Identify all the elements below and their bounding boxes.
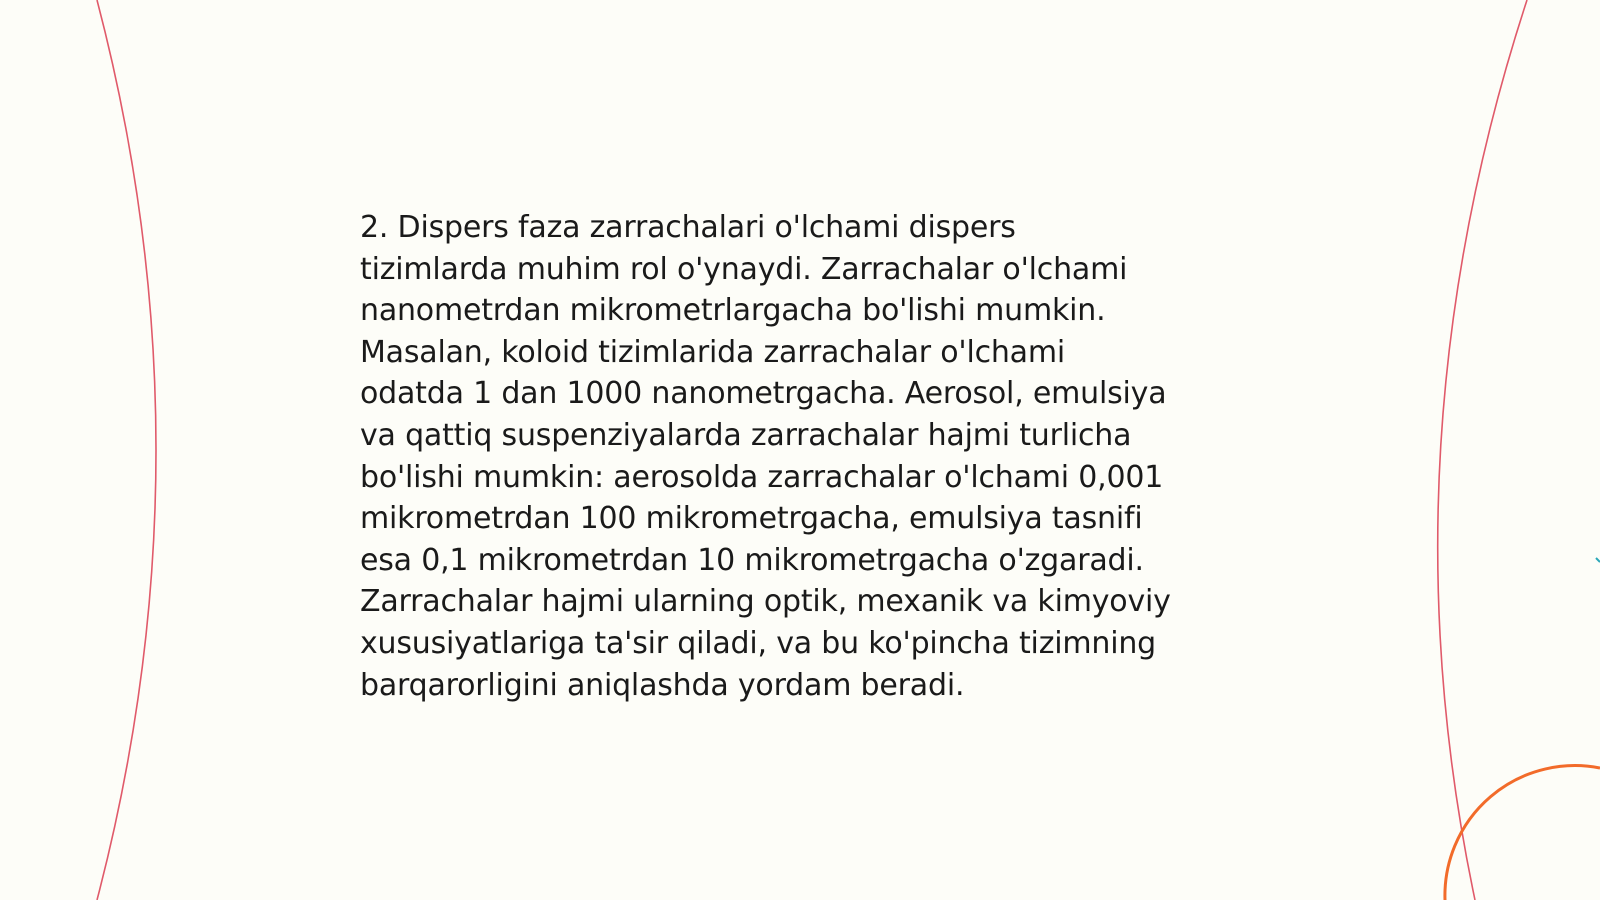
paragraph-line: bo'lishi mumkin: aerosolda zarrachalar o'lchami 0,001 [360,459,1164,495]
paragraph-line: barqarorligini aniqlashda yordam beradi. [360,667,965,703]
paragraph-line: Zarrachalar hajmi ularning optik, mexanik va kimyoviy [360,584,1171,620]
paragraph-line: nanometrdan mikrometrlargacha bo'lishi mumkin. [360,293,1106,329]
paragraph-line: odatda 1 dan 1000 nanometrgacha. Aerosol, emulsiya [360,376,1167,412]
slide-paragraph [360,207,1260,706]
paragraph-line: va qattiq suspenziyalarda zarrachalar hajmi turlicha [360,417,1132,453]
left-curve [97,0,156,900]
paragraph-line: mikrometrdan 100 mikrometrgacha, emulsiya tasnifi [360,501,1143,537]
paragraph-line: esa 0,1 mikrometrdan 10 mikrometrgacha o'zgaradi. [360,542,1144,578]
orange-arc [1445,766,1600,900]
teal-accent [1596,558,1600,562]
paragraph-line: xususiyatlariga ta'sir qiladi, va bu ko'pincha tizimning [360,625,1157,661]
paragraph-line: Masalan, koloid tizimlarida zarrachalar o'lchami [360,334,1066,370]
right-curve [1438,0,1527,900]
paragraph-line: tizimlarda muhim rol o'ynaydi. Zarrachalar o'lchami [360,251,1128,287]
paragraph-line: 2. Dispers faza zarrachalari o'lchami dispers [360,210,1016,245]
